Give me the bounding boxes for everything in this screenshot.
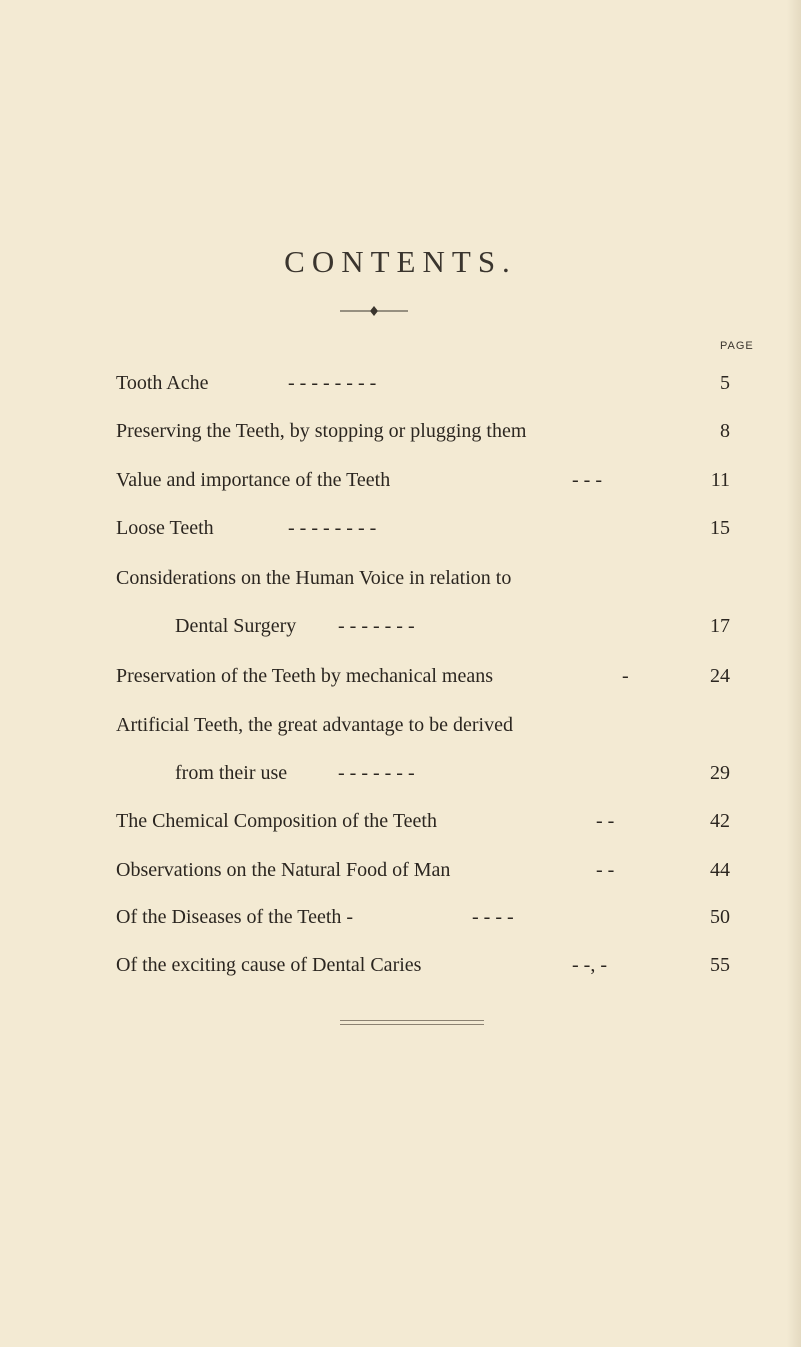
toc-entry-from-their-use: from their use: [175, 762, 288, 784]
toc-entry-human-voice: Considerations on the Human Voice in relation to: [116, 567, 512, 589]
toc-leader-dashes: - - - - - - - -: [288, 517, 377, 539]
toc-leader-dashes: - -, -: [572, 954, 607, 976]
page-edge-shadow: [787, 0, 801, 1347]
toc-page-number: 44: [710, 859, 730, 881]
toc-entry-natural-food: Observations on the Natural Food of Man: [116, 859, 451, 881]
toc-page-number: 50: [710, 906, 730, 928]
toc-page-number: 42: [710, 810, 730, 832]
toc-page-number: 11: [710, 469, 730, 491]
toc-page-number: 5: [720, 372, 730, 394]
page-column-label: PAGE: [720, 340, 754, 352]
toc-entry-dental-caries: Of the exciting cause of Dental Caries: [116, 954, 422, 976]
toc-entry-artificial-teeth: Artificial Teeth, the great advantage to be derived: [116, 714, 513, 736]
toc-entry-dental-surgery: Dental Surgery: [175, 615, 297, 637]
toc-page-number: 55: [710, 954, 730, 976]
toc-leader-dashes: - - - - - - -: [338, 762, 415, 784]
toc-leader-dashes: - - -: [572, 469, 602, 491]
ornament-divider: [338, 304, 410, 318]
toc-page-number: 8: [720, 420, 730, 442]
toc-leader-dashes: - - - - - - - -: [288, 372, 377, 394]
toc-leader-dashes: - - - -: [472, 906, 514, 928]
toc-entry-preservation-mechanical: Preservation of the Teeth by mechanical means: [116, 665, 493, 687]
toc-leader-dashes: - -: [596, 810, 615, 832]
toc-entry-diseases: Of the Diseases of the Teeth -: [116, 906, 354, 928]
toc-entry-preserving: Preserving the Teeth, by stopping or plugging them: [116, 420, 527, 442]
toc-entry-tooth-ache: Tooth Ache: [116, 372, 209, 394]
toc-page-number: 29: [710, 762, 730, 784]
toc-leader-dashes: - - - - - - -: [338, 615, 415, 637]
toc-leader-dashes: -: [622, 665, 629, 687]
contents-heading: CONTENTS.: [284, 244, 517, 279]
toc-entry-loose-teeth: Loose Teeth: [116, 517, 214, 539]
toc-entry-chemical-composition: The Chemical Composition of the Teeth: [116, 810, 437, 832]
toc-page-number: 17: [710, 615, 730, 637]
closing-rule: [340, 1020, 484, 1021]
toc-entry-value-importance: Value and importance of the Teeth: [116, 469, 391, 491]
toc-page-number: 24: [710, 665, 730, 687]
closing-rule: [340, 1024, 484, 1025]
toc-leader-dashes: - -: [596, 859, 615, 881]
toc-page-number: 15: [710, 517, 730, 539]
